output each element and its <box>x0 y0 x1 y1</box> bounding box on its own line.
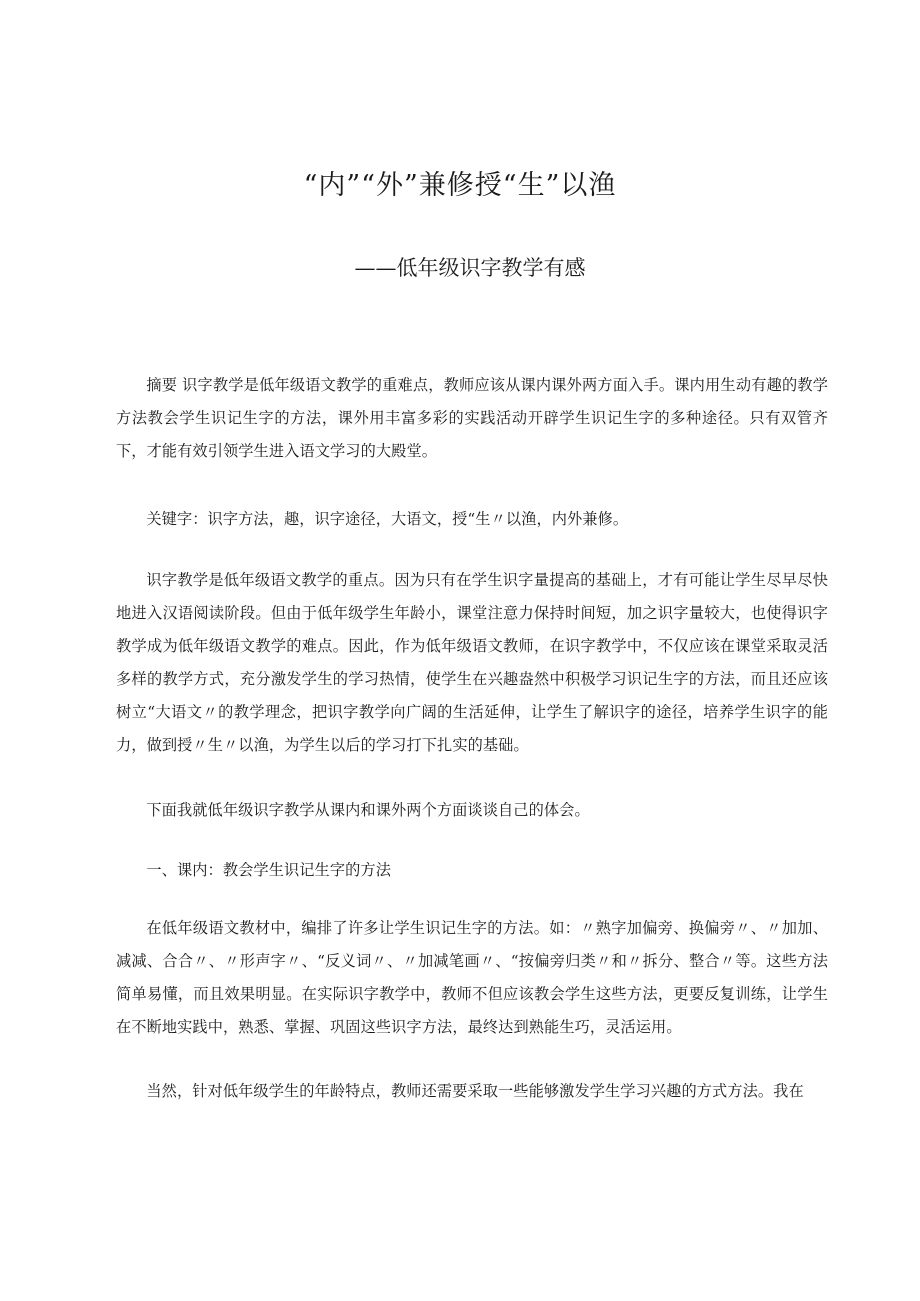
document-title: “内”“外”兼修授“生”以渔 <box>303 170 617 201</box>
section-heading: 一、课内：教会学生识记生字的方法 <box>146 861 391 879</box>
abstract-paragraph: 摘要 识字教学是低年级语文教学的重难点，教师应该从课内课外两方面入手。课内用生动有趣的教学方法教会学生识记生字的方法，课外用丰富多彩的实践活动开辟学生识记生字的多种途径。只有双管齐下，才能有效引领学生进入语文学习的大殿堂。 <box>116 376 828 460</box>
body-paragraph: 在低年级语文教材中，编排了许多让学生识记生字的方法。如：〃熟字加偏旁、换偏旁〃、〃加加、减减、合合〃、〃形声字〃、“反义词〃、〃加减笔画〃、“按偏旁归类〃和〃拆分、整合〃等。这些方法简单易懂，而且效果明显。在实际识字教学中，教师不但应该教会学生这些方法，更要反复训练，让学生在不断地实践中，熟悉、掌握、巩固这些识字方法，最终达到熟能生巧，灵活运用。 <box>116 919 828 1036</box>
body-paragraph: 当然，针对低年级学生的年龄特点，教师还需要采取一些能够激发学生学习兴趣的方式方法。我在 <box>146 1082 804 1100</box>
intro-paragraph: 识字教学是低年级语文教学的重点。因为只有在学生识字量提高的基础上，才有可能让学生尽早尽快地进入汉语阅读阶段。但由于低年级学生年龄小，课堂注意力保持时间短，加之识字量较大，也使得识字教学成为低年级语文教学的难点。因此，作为低年级语文教师，在识字教学中，不仅应该在课堂采取灵活多样的教学方式，充分激发学生的学习热情，使学生在兴趣盎然中积极学习识记生字的方法，而且还应该树立“大语文〃的教学理念，把识字教学向广阔的生活延伸，让学生了解识字的途径，培养学生识字的能力，做到授〃生〃以渔，为学生以后的学习打下扎实的基础。 <box>116 571 828 754</box>
keywords-paragraph: 关键字：识字方法，趣，识字途径，大语文，授“生〃以渔，内外兼修。 <box>146 510 629 528</box>
overview-paragraph: 下面我就低年级识字教学从课内和课外两个方面谈谈自己的体会。 <box>146 801 590 819</box>
document-subtitle: ——低年级识字教学有感 <box>354 256 586 280</box>
